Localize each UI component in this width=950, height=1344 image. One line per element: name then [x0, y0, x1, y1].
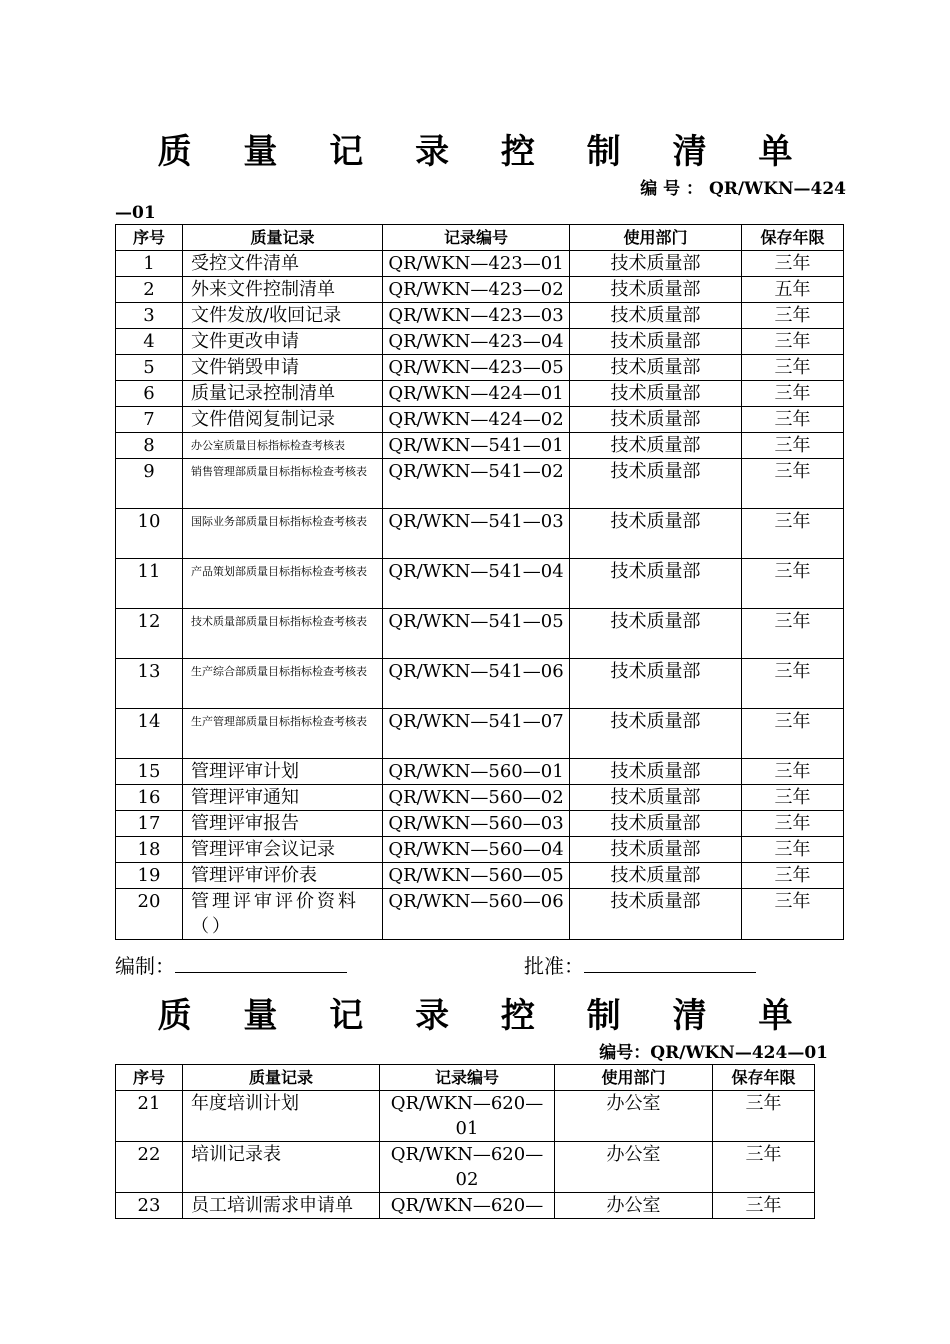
row-number: 1 — [116, 251, 183, 277]
record-code-line2: 02 — [455, 1169, 479, 1190]
retention-period: 三年 — [713, 1091, 815, 1142]
table-row — [116, 459, 844, 509]
retention-period: 三年 — [742, 407, 844, 433]
approved-label: 批准： — [524, 954, 584, 978]
retention-period: 三年 — [742, 509, 844, 559]
record-name: 文件借阅复制记录 — [183, 407, 383, 433]
department: 办公室 — [555, 1091, 713, 1142]
record-code: QR/WKN—560—06 — [383, 889, 570, 940]
row-number: 11 — [116, 559, 183, 609]
record-code-line1: QR/WKN—620— — [390, 1093, 544, 1114]
department: 技术质量部 — [570, 459, 742, 509]
row-number: 14 — [116, 709, 183, 759]
record-name: 质量记录控制清单 — [183, 381, 383, 407]
record-code: QR/WKN—424—01 — [383, 381, 570, 407]
department: 技术质量部 — [570, 251, 742, 277]
record-code: QR/WKN—560—04 — [383, 837, 570, 863]
record-name: 培训记录表 — [183, 1142, 380, 1193]
document-code-continued: —01 — [115, 203, 156, 223]
retention-period: 三年 — [713, 1142, 815, 1193]
table-row — [116, 509, 844, 559]
record-code-line1: QR/WKN—620— — [390, 1195, 544, 1216]
page-title: 质 量 记 录 控 制 清 单 — [157, 132, 813, 172]
table-row — [116, 863, 844, 889]
table-row — [116, 303, 844, 329]
record-name-text: 销售管理部质量目标指标检查考核表 — [191, 465, 367, 478]
record-code: QR/WKN—560—03 — [383, 811, 570, 837]
record-code: QR/WKN—541—01 — [383, 433, 570, 459]
record-code: QR/WKN—541—02 — [383, 459, 570, 509]
record-name-text: 管理评审评价资料（） — [191, 891, 359, 937]
department: 技术质量部 — [570, 811, 742, 837]
record-code: QR/WKN—560—02 — [383, 785, 570, 811]
approved-signature-line[interactable] — [584, 952, 756, 973]
department: 技术质量部 — [570, 889, 742, 940]
table-row — [116, 811, 844, 837]
record-code — [380, 1142, 555, 1193]
record-name-text: 产品策划部质量目标指标检查考核表 — [191, 565, 367, 578]
department: 技术质量部 — [570, 303, 742, 329]
record-name: 受控文件清单 — [183, 251, 383, 277]
header-years: 保存年限 — [713, 1065, 815, 1091]
record-name: 文件更改申请 — [183, 329, 383, 355]
record-name — [183, 709, 383, 759]
record-name: 管理评审通知 — [183, 785, 383, 811]
retention-period: 三年 — [742, 559, 844, 609]
approved-by — [524, 952, 756, 980]
department: 技术质量部 — [570, 381, 742, 407]
prepared-by — [115, 952, 347, 980]
table-row — [116, 1193, 815, 1219]
retention-period: 三年 — [742, 785, 844, 811]
table-row — [116, 329, 844, 355]
record-name — [183, 659, 383, 709]
department: 技术质量部 — [570, 329, 742, 355]
record-name — [183, 459, 383, 509]
retention-period: 三年 — [742, 837, 844, 863]
department: 技术质量部 — [570, 433, 742, 459]
header-years: 保存年限 — [742, 225, 844, 251]
record-name: 年度培训计划 — [183, 1091, 380, 1142]
record-code: QR/WKN—541—06 — [383, 659, 570, 709]
row-number: 23 — [116, 1193, 183, 1219]
department: 技术质量部 — [570, 509, 742, 559]
record-code: QR/WKN—423—05 — [383, 355, 570, 381]
department: 技术质量部 — [570, 759, 742, 785]
record-code: QR/WKN—423—01 — [383, 251, 570, 277]
quality-record-table-2 — [115, 1064, 815, 1219]
retention-period: 三年 — [742, 303, 844, 329]
row-number: 17 — [116, 811, 183, 837]
record-name — [183, 559, 383, 609]
prepared-signature-line[interactable] — [175, 952, 347, 973]
header-record: 质量记录 — [183, 225, 383, 251]
record-name: 管理评审计划 — [183, 759, 383, 785]
record-name: 外来文件控制清单 — [183, 277, 383, 303]
header-record: 质量记录 — [183, 1065, 380, 1091]
row-number: 12 — [116, 609, 183, 659]
header-dept: 使用部门 — [555, 1065, 713, 1091]
retention-period: 三年 — [742, 889, 844, 940]
department: 技术质量部 — [570, 277, 742, 303]
department: 技术质量部 — [570, 559, 742, 609]
record-name — [183, 889, 383, 940]
row-number: 22 — [116, 1142, 183, 1193]
record-name — [183, 609, 383, 659]
record-code: QR/WKN—424—02 — [383, 407, 570, 433]
record-name: 管理评审会议记录 — [183, 837, 383, 863]
table-row — [116, 709, 844, 759]
row-number: 2 — [116, 277, 183, 303]
header-no: 序号 — [116, 1065, 183, 1091]
retention-period: 三年 — [742, 433, 844, 459]
record-code: QR/WKN—423—03 — [383, 303, 570, 329]
retention-period: 三年 — [742, 811, 844, 837]
row-number: 13 — [116, 659, 183, 709]
retention-period: 五年 — [742, 277, 844, 303]
record-name: 文件销毁申请 — [183, 355, 383, 381]
record-name: 文件发放/收回记录 — [183, 303, 383, 329]
row-number: 4 — [116, 329, 183, 355]
table-row — [116, 1091, 815, 1142]
row-number: 15 — [116, 759, 183, 785]
record-code: QR/WKN—560—05 — [383, 863, 570, 889]
record-name-text: 技术质量部质量目标指标检查考核表 — [191, 615, 367, 628]
header-no: 序号 — [116, 225, 183, 251]
retention-period: 三年 — [742, 459, 844, 509]
department: 技术质量部 — [570, 837, 742, 863]
table-row — [116, 609, 844, 659]
row-number: 10 — [116, 509, 183, 559]
row-number: 20 — [116, 889, 183, 940]
table-row — [116, 759, 844, 785]
row-number: 21 — [116, 1091, 183, 1142]
document-code-2: 编号：QR/WKN—424—01 — [599, 1043, 828, 1063]
table-row — [116, 889, 844, 940]
department: 技术质量部 — [570, 407, 742, 433]
retention-period: 三年 — [742, 659, 844, 709]
record-name — [183, 433, 383, 459]
department: 技术质量部 — [570, 609, 742, 659]
table-row — [116, 433, 844, 459]
retention-period: 三年 — [742, 355, 844, 381]
table-row — [116, 659, 844, 709]
retention-period: 三年 — [742, 759, 844, 785]
department: 办公室 — [555, 1142, 713, 1193]
table-row — [116, 251, 844, 277]
retention-period: 三年 — [742, 329, 844, 355]
record-code: QR/WKN—541—07 — [383, 709, 570, 759]
record-code: QR/WKN—541—04 — [383, 559, 570, 609]
department: 办公室 — [555, 1193, 713, 1219]
record-name: 员工培训需求申请单 — [183, 1193, 380, 1219]
record-code — [380, 1091, 555, 1142]
retention-period: 三年 — [742, 709, 844, 759]
record-name: 管理评审报告 — [183, 811, 383, 837]
table-header-row — [116, 225, 844, 251]
table-row — [116, 559, 844, 609]
department: 技术质量部 — [570, 659, 742, 709]
header-code: 记录编号 — [383, 225, 570, 251]
record-name-text: 办公室质量目标指标检查考核表 — [191, 439, 345, 452]
retention-period: 三年 — [742, 251, 844, 277]
table-row — [116, 1142, 815, 1193]
record-name-text: 国际业务部质量目标指标检查考核表 — [191, 515, 367, 528]
table-row — [116, 381, 844, 407]
record-name: 管理评审评价表 — [183, 863, 383, 889]
row-number: 7 — [116, 407, 183, 433]
row-number: 19 — [116, 863, 183, 889]
row-number: 6 — [116, 381, 183, 407]
retention-period: 三年 — [742, 609, 844, 659]
record-code: QR/WKN—560—01 — [383, 759, 570, 785]
table-row — [116, 407, 844, 433]
table-row — [116, 277, 844, 303]
retention-period: 三年 — [742, 863, 844, 889]
record-code: QR/WKN—423—02 — [383, 277, 570, 303]
record-code-line1: QR/WKN—620— — [390, 1144, 544, 1165]
record-code — [380, 1193, 555, 1219]
record-name-text: 生产综合部质量目标指标检查考核表 — [191, 665, 367, 678]
department: 技术质量部 — [570, 709, 742, 759]
retention-period: 三年 — [742, 381, 844, 407]
record-code: QR/WKN—423—04 — [383, 329, 570, 355]
record-name — [183, 509, 383, 559]
page-title-2: 质 量 记 录 控 制 清 单 — [157, 996, 813, 1036]
prepared-label: 编制： — [115, 954, 175, 978]
header-dept: 使用部门 — [570, 225, 742, 251]
row-number: 16 — [116, 785, 183, 811]
header-code: 记录编号 — [380, 1065, 555, 1091]
table-row — [116, 785, 844, 811]
department: 技术质量部 — [570, 785, 742, 811]
row-number: 8 — [116, 433, 183, 459]
record-code: QR/WKN—541—03 — [383, 509, 570, 559]
row-number: 5 — [116, 355, 183, 381]
row-number: 3 — [116, 303, 183, 329]
document-code: 编 号 ： QR/WKN—424 — [640, 179, 846, 199]
table-row — [116, 355, 844, 381]
table-header-row — [116, 1065, 815, 1091]
retention-period: 三年 — [713, 1193, 815, 1219]
record-code: QR/WKN—541—05 — [383, 609, 570, 659]
row-number: 9 — [116, 459, 183, 509]
department: 技术质量部 — [570, 355, 742, 381]
department: 技术质量部 — [570, 863, 742, 889]
row-number: 18 — [116, 837, 183, 863]
record-name-text: 生产管理部质量目标指标检查考核表 — [191, 715, 367, 728]
table-row — [116, 837, 844, 863]
record-code-line2: 01 — [455, 1118, 479, 1139]
quality-record-table — [115, 224, 844, 940]
